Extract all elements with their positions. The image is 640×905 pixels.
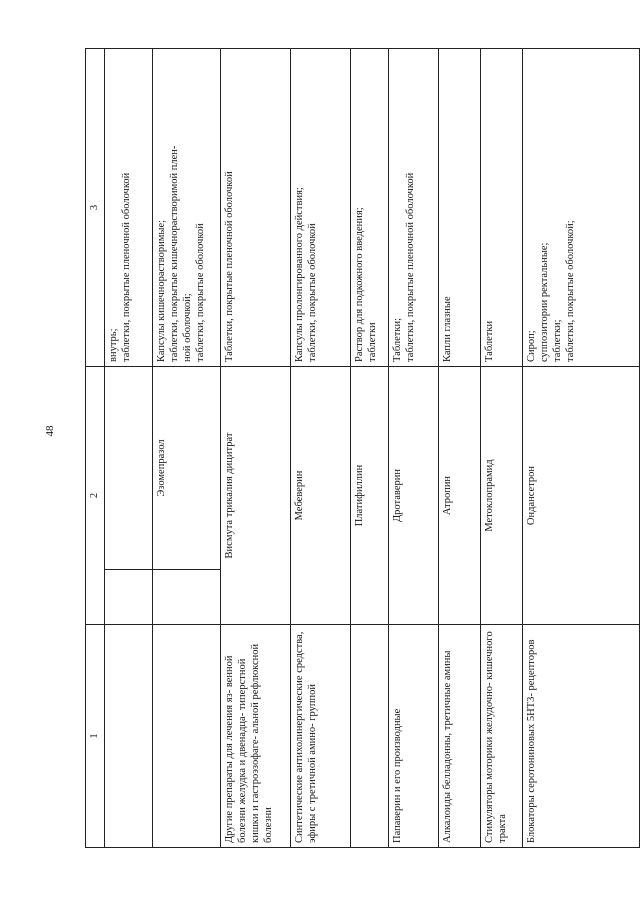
table-row (389, 49, 439, 848)
group-cell: Стимуляторы моторики желудочно- кишечного тракта (481, 625, 523, 848)
form-line: Капсулы кишечнорастворимые; (156, 219, 167, 362)
form-line: Сироп; (526, 330, 537, 362)
drug-cell: Дротаверин (389, 367, 439, 625)
drug-cell (105, 367, 153, 625)
table-row (221, 49, 291, 848)
form-line: ной оболочкой; (182, 293, 194, 362)
header-col-1: 1 (86, 625, 105, 848)
form-line: таблетки, покрытые оболочкой; (565, 220, 577, 362)
header-col-3: 3 (86, 49, 105, 367)
form-line: таблетки, покрытые оболочкой (195, 223, 207, 362)
drug-cell: Ондансетрон (523, 367, 640, 625)
forms-cell (153, 49, 221, 367)
form-line: таблетки, покрытые пленочной оболочкой (121, 172, 133, 362)
header-col-2: 2 (86, 367, 105, 625)
group-cell: Другие препараты для лечения яз- венной болезни желудка и двенадца- типерстной кишки и гастроэзофаге- альной рефлюксной болезни (221, 625, 291, 848)
table-row (439, 49, 481, 848)
forms-cell (481, 49, 523, 367)
forms-cell (105, 49, 153, 367)
forms-cell (439, 49, 481, 367)
page-number: 48 (44, 425, 56, 437)
group-cell (153, 625, 221, 848)
drug-cell (153, 367, 221, 625)
group-cell: Алкалоиды белладонны, третичные амины (439, 625, 481, 848)
forms-cell (351, 49, 389, 367)
form-line: Таблетки (484, 320, 495, 362)
form-line: Раствор для подкожного введения; (354, 207, 365, 362)
table-row (153, 49, 221, 848)
form-line: Таблетки, покрытые пленочной оболочкой (224, 171, 235, 362)
drug-name: Эзомепразол (156, 439, 167, 497)
drug-table (85, 48, 640, 848)
drug-cell: Платифиллин (351, 367, 389, 625)
table-row (105, 49, 153, 848)
form-line: Капли глазные (442, 296, 453, 362)
group-cell: Блокаторы серотониновых 5НТ3- рецепторов (523, 625, 640, 848)
drug-cell: Атропин (439, 367, 481, 625)
form-line: таблетки, покрытые пленочной оболочкой (405, 172, 417, 362)
group-cell (105, 625, 153, 848)
table-header-row (86, 49, 105, 848)
forms-cell (221, 49, 291, 367)
form-line: таблетки (367, 322, 379, 362)
table-row (523, 49, 640, 848)
table-row (481, 49, 523, 848)
form-line: суппозитории ректальные; (539, 242, 551, 362)
group-cell: Синтетические антихолинергические средства, эфиры с третичной амино- группой (291, 625, 351, 848)
form-line: таблетки; (552, 319, 564, 362)
forms-cell (389, 49, 439, 367)
form-line: Капсулы пролонгированного действия; (294, 187, 305, 362)
forms-cell (291, 49, 351, 367)
forms-cell (523, 49, 640, 367)
group-cell (351, 625, 389, 848)
form-line: Таблетки; (392, 317, 403, 362)
drug-cell: Метоклопрамид (481, 367, 523, 625)
form-line: внутрь; (108, 328, 119, 362)
drug-cell: Мебеверин (291, 367, 351, 625)
form-line: таблетки, покрытые оболочкой (307, 223, 319, 362)
group-cell: Папаверин и его производные (389, 625, 439, 848)
drug-cell: Висмута трикалия дицитрат (221, 367, 291, 625)
drug-name (105, 367, 152, 569)
form-line: таблетки, покрытые кишечнорастворимой плен- (169, 145, 181, 362)
table-row (291, 49, 351, 848)
rotated-page (85, 58, 640, 848)
table-row (351, 49, 389, 848)
